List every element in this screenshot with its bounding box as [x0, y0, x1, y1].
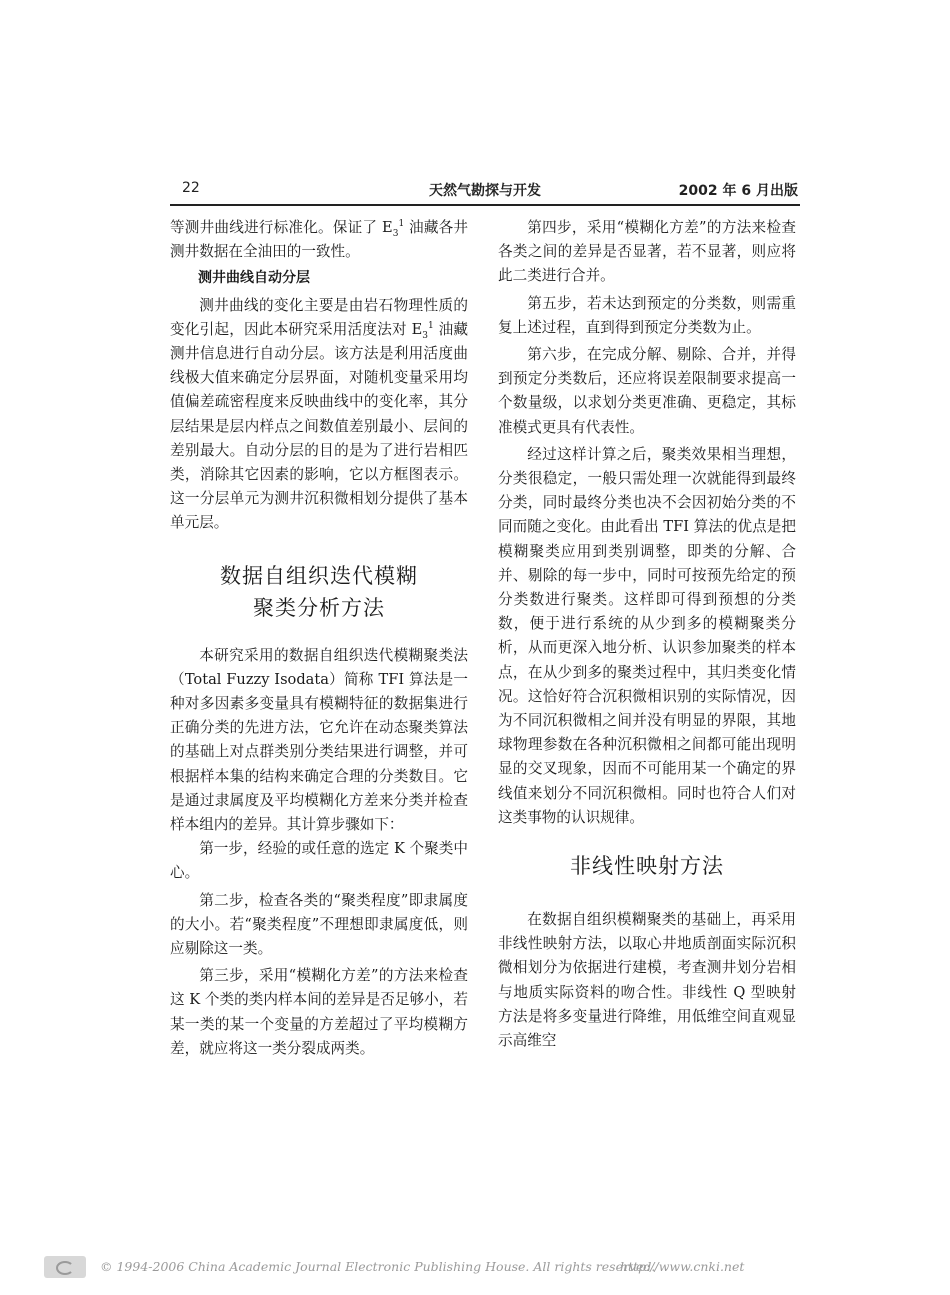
- footer-url[interactable]: http://www.cnki.net: [620, 1259, 745, 1274]
- step-paragraph: 第一步，经验的或任意的选定 K 个聚类中心。: [170, 840, 468, 882]
- step-paragraph: 第四步，采用“模糊化方差”的方法来检查各类之间的差异是否显著，若不显著，则应将此二类进行合并。: [498, 219, 796, 285]
- right-column: [498, 216, 796, 1053]
- paragraph: 在数据自组织模糊聚类的基础上，再采用非线性映射方法，以取心井地质剖面实际沉积微相划分为依据进行建模，考查测井划分岩相与地质实际资料的吻合性。非线性 Q 型映射方法是将多变量进行降维，用低维空间直观显示高维空: [498, 911, 796, 1050]
- step-paragraph: 第五步，若未达到预定的分类数，则需重复上述过程，直到得到预定分类数为止。: [498, 294, 796, 336]
- left-column: [170, 216, 468, 1061]
- subsection-heading: 测井曲线自动分层: [198, 270, 310, 287]
- page-number: 22: [182, 180, 200, 196]
- paragraph: 经过这样计算之后，聚类效果相当理想，分类很稳定，一般只需处理一次就能得到最终分类，同时最终分类也决不会因初始分类的不同而随之变化。由此看出 TFI 算法的优点是把模糊聚类应用到类别调整，即类的分解、合并、剔除的每一步中，同时可按预先给定的预分类数进行聚类。这样即可得到预想的分类数，便于进行系统的从少到多的模糊聚类分析，从而更深入地分析、认识参加聚类的样本点，在从少到多的聚类过程中，其归类变化情况。这恰好符合沉积微相识别的实际情况，因为不同沉积微相之间并没有明显的界限，其地球物理参数在各种沉积微相之间都可能出现明显的交叉现象，因而不可能用某一个确定的界线值来划分不同沉积微相。同时也符合人们对这类事物的认识规律。: [498, 445, 796, 826]
- copyright-notice: © 1994-2006 China Academic Journal Electronic Publishing House. All rights reserved.: [100, 1259, 656, 1274]
- paragraph: 测井曲线的变化主要是由岩石物理性质的变化引起，因此本研究采用活度法对 $E_3^1$ 油藏测井信息进行自动分层。该方法是利用活度曲线极大值来确定分层界面，对随机变量采用均值偏差疏密程度来反映曲线中的变化率，其分层结果是层内样点之间数值差别最小、层间的差别最大。自动分层的目的是为了进行岩相匹类，消除其它因素的影响，它以方框图表示。这一分层单元为测井沉积微相划分提供了基本单元层。: [170, 296, 469, 532]
- running-header: [170, 178, 800, 202]
- cnki-logo-icon: [44, 1256, 86, 1278]
- paragraph: 等测井曲线进行标准化。保证了 $E_3^1$ 油藏各井测井数据在全油田的一致性。: [170, 219, 469, 261]
- section-heading: 数据自组织迭代模糊 聚类分析方法: [220, 563, 418, 620]
- journal-title: 天然气勘探与开发: [429, 183, 541, 199]
- header-rule: [170, 204, 800, 206]
- footer: [44, 1254, 904, 1282]
- issue-date: 2002 年 6 月出版: [678, 183, 798, 199]
- step-paragraph: 第二步，检查各类的“聚类程度”即隶属度的大小。若“聚类程度”不理想即隶属度低，则应剔除这一类。: [170, 891, 468, 958]
- step-paragraph: 第六步，在完成分解、剔除、合并，并得到预定分类数后，还应将误差限制要求提高一个数量级，以求划分类更准确、更稳定，其标准模式更具有代表性。: [498, 346, 796, 436]
- paragraph: 本研究采用的数据自组织迭代模糊聚类法（Total Fuzzy Isodata）简称 TFI 算法是一种对多因素多变量具有模糊特征的数据集进行正确分类的先进方法，它允许在动态聚类算法的基础上对点群类别分类结果进行调整，并可根据样本集的结构来确定合理的分类数目。它是通过隶属度及平均模糊化方差来分类并检查样本组内的差异。其计算步骤如下：: [170, 646, 468, 834]
- section-heading: 非线性映射方法: [570, 854, 724, 879]
- step-paragraph: 第三步，采用“模糊化方差”的方法来检查这 K 个类的类内样本间的差异是否足够小，若某一类的某一个变量的方差超过了平均模糊方差，就应将这一类分裂成两类。: [170, 967, 468, 1057]
